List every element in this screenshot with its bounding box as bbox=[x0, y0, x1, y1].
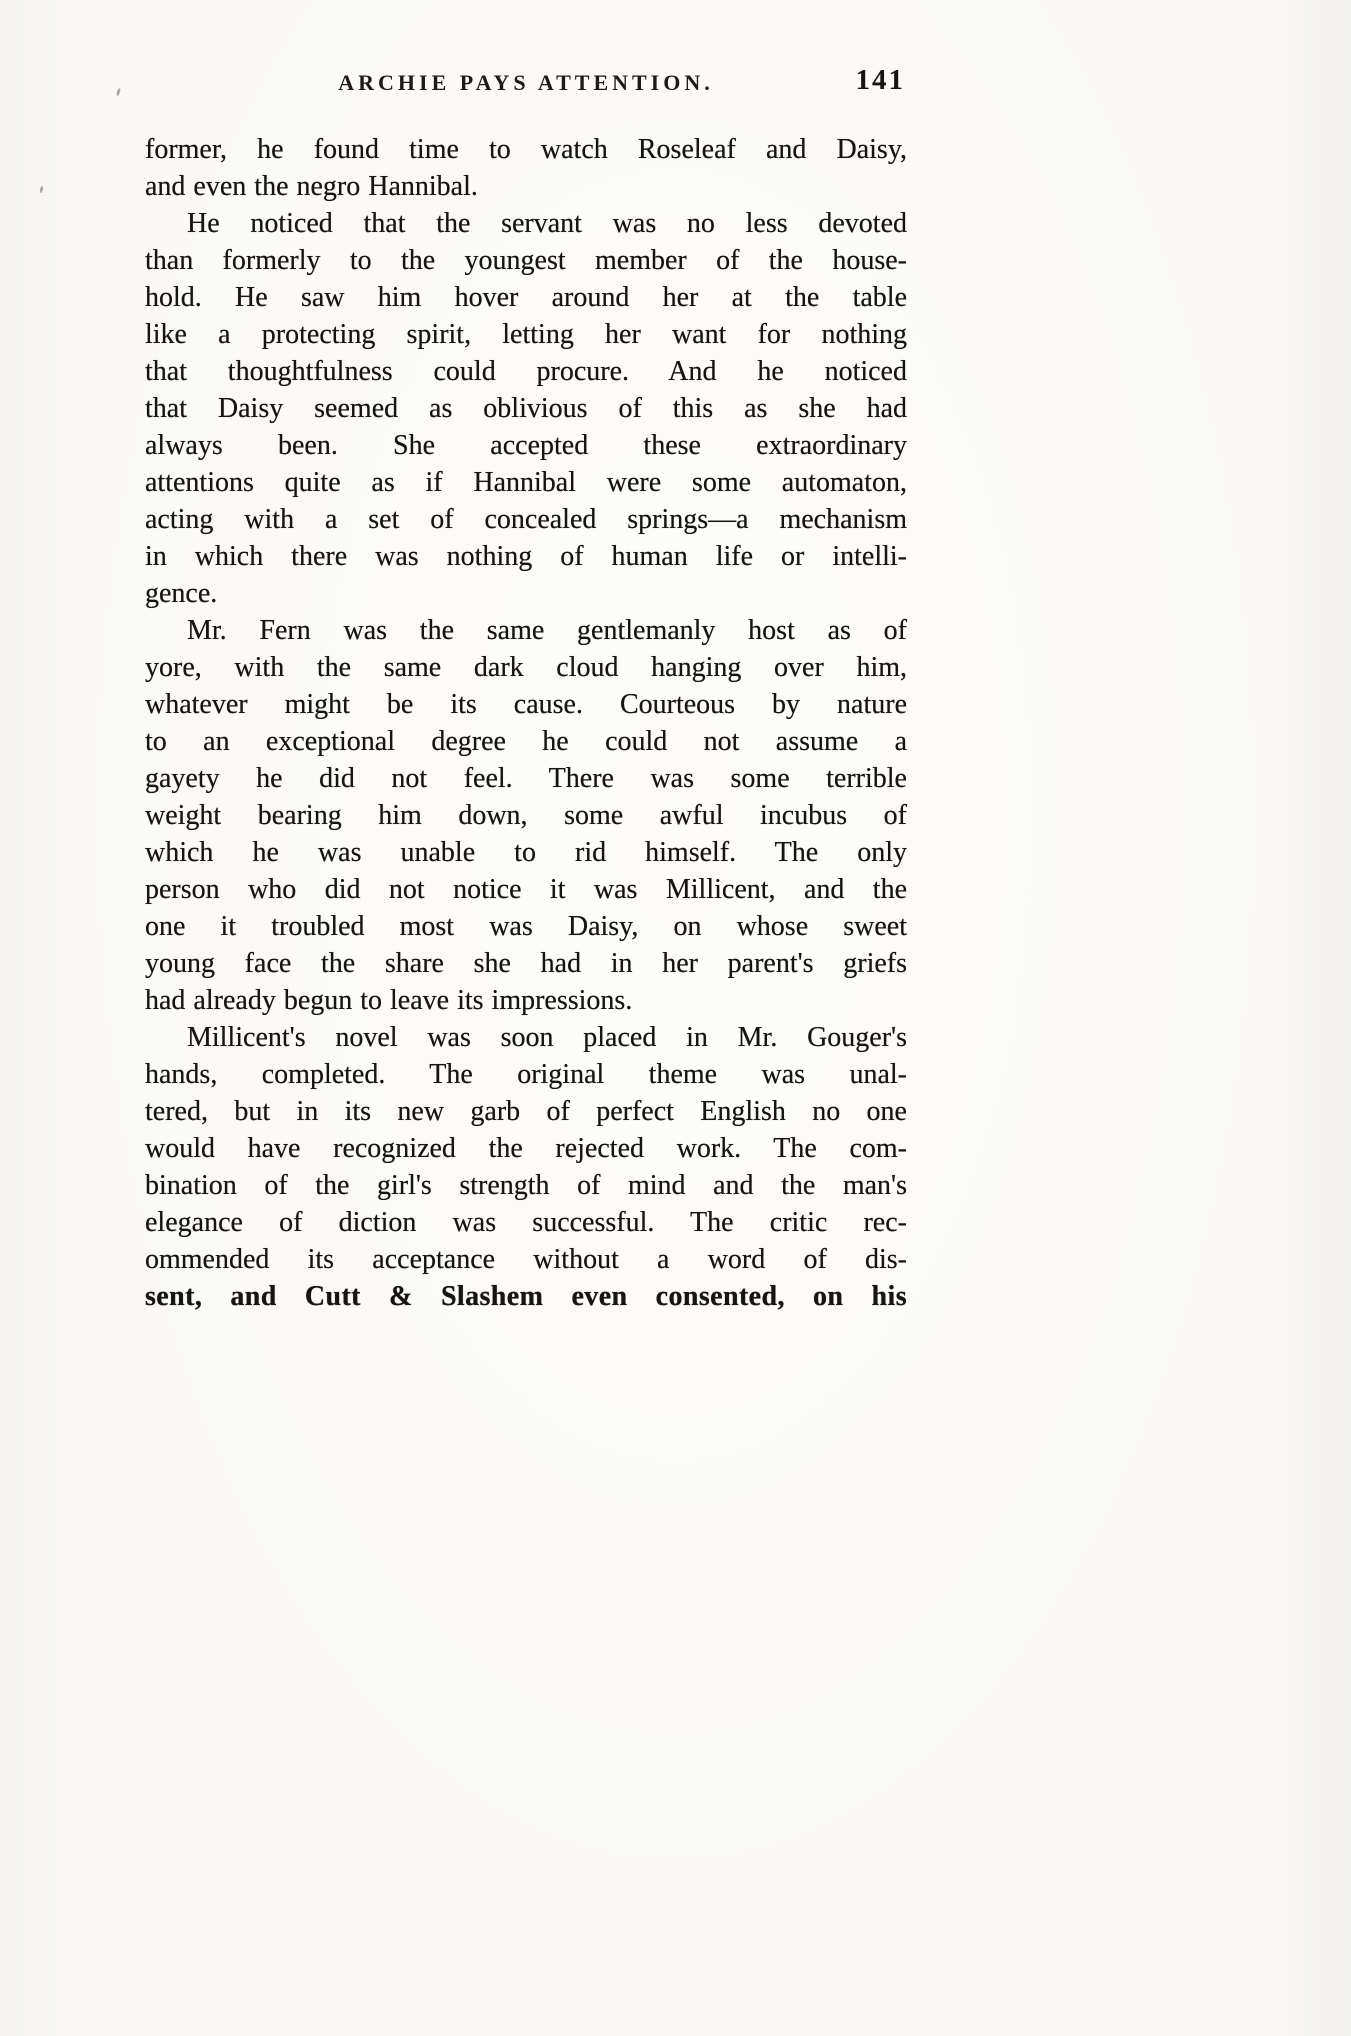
text-line: former, he found time to watch Roseleaf and Daisy, bbox=[145, 134, 907, 165]
text-line: weight bearing him down, some awful incubus of bbox=[145, 800, 907, 831]
text-line: whatever might be its cause. Courteous by nature bbox=[145, 689, 907, 720]
text-line: hands, completed. The original theme was unal- bbox=[145, 1059, 907, 1090]
text-line: like a protecting spirit, letting her want for nothing bbox=[145, 319, 907, 350]
text-line: to an exceptional degree he could not assume a bbox=[145, 726, 907, 757]
text-line: gence. bbox=[145, 578, 218, 609]
page-number: 141 bbox=[855, 64, 905, 96]
running-head: ARCHIE PAYS ATTENTION. bbox=[338, 70, 714, 95]
text-line: sent, and Cutt & Slashem even consented, on his bbox=[145, 1281, 907, 1312]
text-line: young face the share she had in her parent's griefs bbox=[145, 948, 907, 979]
text-line: which he was unable to rid himself. The only bbox=[145, 837, 907, 868]
paragraph bbox=[145, 1019, 907, 1315]
text-line: in which there was nothing of human life or intelli- bbox=[145, 541, 907, 572]
page-header bbox=[145, 64, 907, 110]
text-line: Mr. Fern was the same gentlemanly host as of bbox=[187, 615, 907, 646]
text-line: that Daisy seemed as oblivious of this as she had bbox=[145, 393, 907, 424]
text-line: He noticed that the servant was no less devoted bbox=[187, 208, 907, 239]
paragraph bbox=[145, 612, 907, 1019]
scan-speck bbox=[39, 186, 43, 193]
text-block bbox=[145, 131, 907, 1315]
text-line: that thoughtfulness could procure. And he noticed bbox=[145, 356, 907, 387]
paragraph bbox=[145, 131, 907, 205]
text-line: hold. He saw him hover around her at the table bbox=[145, 282, 907, 313]
text-line: ommended its acceptance without a word of dis- bbox=[145, 1244, 907, 1275]
text-line: elegance of diction was successful. The critic rec- bbox=[145, 1207, 907, 1238]
text-line: person who did not notice it was Millicent, and the bbox=[145, 874, 907, 905]
text-line: acting with a set of concealed springs—a mechanism bbox=[145, 504, 907, 535]
text-line: always been. She accepted these extraordinary bbox=[145, 430, 907, 461]
paragraph bbox=[145, 205, 907, 612]
text-line: bination of the girl's strength of mind and the man's bbox=[145, 1170, 907, 1201]
text-line: had already begun to leave its impressions. bbox=[145, 985, 633, 1016]
text-line: Millicent's novel was soon placed in Mr. Gouger's bbox=[187, 1022, 907, 1053]
text-line: gayety he did not feel. There was some terrible bbox=[145, 763, 907, 794]
text-line: one it troubled most was Daisy, on whose sweet bbox=[145, 911, 907, 942]
text-line: yore, with the same dark cloud hanging over him, bbox=[145, 652, 907, 683]
text-line: than formerly to the youngest member of the house- bbox=[145, 245, 907, 276]
text-line: and even the negro Hannibal. bbox=[145, 171, 478, 202]
text-line: would have recognized the rejected work. The com- bbox=[145, 1133, 907, 1164]
text-line: attentions quite as if Hannibal were some automaton, bbox=[145, 467, 907, 498]
scan-speck bbox=[116, 88, 121, 97]
text-line: tered, but in its new garb of perfect English no one bbox=[145, 1096, 907, 1127]
